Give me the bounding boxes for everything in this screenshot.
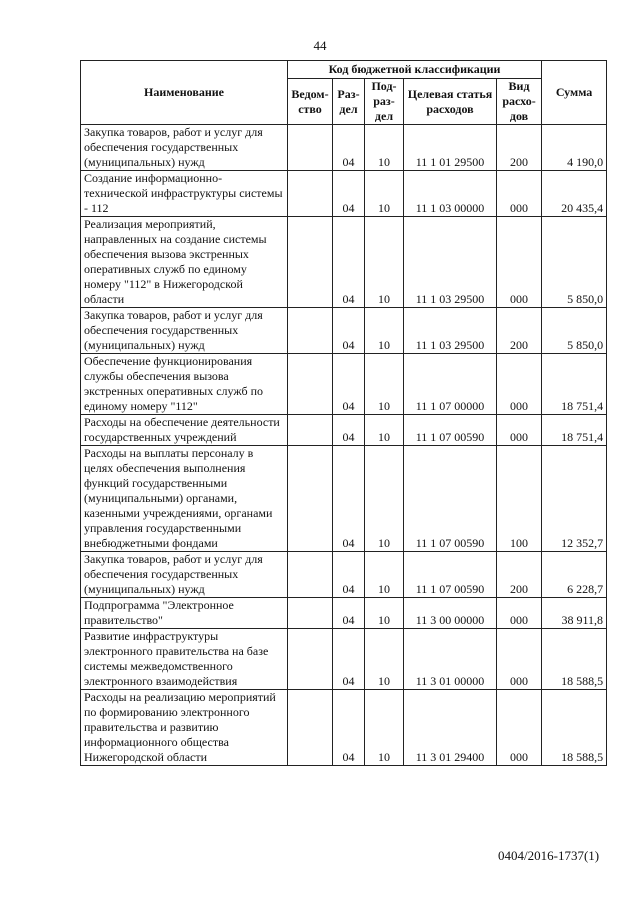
header-celevaya: Целевая статья расходов [404,79,497,125]
cell-name: Расходы на реализацию мероприятий по формированию электронного правительства и развитию информационного общества Нижегородской области [81,690,288,766]
cell-celevaya: 11 3 01 00000 [404,629,497,690]
header-code-group: Код бюджетной классификации [288,61,542,79]
cell-vid: 200 [497,552,542,598]
cell-ved [288,446,333,552]
cell-razdel: 04 [333,125,365,171]
table-row [81,552,607,598]
header-vid: Вид расхо-дов [497,79,542,125]
cell-summa: 18 588,5 [542,629,607,690]
header-razdel: Раз-дел [333,79,365,125]
header-summa: Сумма [542,61,607,125]
cell-razdel: 04 [333,171,365,217]
cell-name: Обеспечение функционирования службы обеспечения вызова экстренных оперативных служб по единому номеру "112" [81,354,288,415]
cell-razdel: 04 [333,446,365,552]
cell-podrazdel: 10 [365,415,404,446]
cell-ved [288,598,333,629]
cell-ved [288,690,333,766]
cell-razdel: 04 [333,217,365,308]
header-name: Наименование [81,61,288,125]
cell-ved [288,125,333,171]
cell-podrazdel: 10 [365,354,404,415]
cell-summa: 6 228,7 [542,552,607,598]
cell-name: Подпрограмма "Электронное правительство" [81,598,288,629]
table-row [81,690,607,766]
cell-name: Развитие инфраструктуры электронного правительства на базе системы межведомственного электронного взаимодействия [81,629,288,690]
table-row [81,598,607,629]
cell-name: Расходы на обеспечение деятельности государственных учреждений [81,415,288,446]
cell-celevaya: 11 1 07 00590 [404,446,497,552]
cell-razdel: 04 [333,690,365,766]
table-row [81,125,607,171]
cell-ved [288,354,333,415]
cell-razdel: 04 [333,354,365,415]
table-row [81,217,607,308]
table-row [81,415,607,446]
cell-summa: 38 911,8 [542,598,607,629]
cell-podrazdel: 10 [365,308,404,354]
cell-vid: 000 [497,217,542,308]
budget-table [80,60,607,766]
table-row [81,354,607,415]
document-code: 0404/2016-1737(1) [498,848,600,863]
cell-podrazdel: 10 [365,217,404,308]
cell-summa: 12 352,7 [542,446,607,552]
cell-ved [288,415,333,446]
header-podrazdel: Под-раз-дел [365,79,404,125]
cell-ved [288,629,333,690]
cell-celevaya: 11 1 07 00590 [404,552,497,598]
cell-ved [288,171,333,217]
cell-name: Закупка товаров, работ и услуг для обеспечения государственных (муниципальных) нужд [81,552,288,598]
cell-vid: 000 [497,690,542,766]
cell-summa: 5 850,0 [542,308,607,354]
cell-razdel: 04 [333,415,365,446]
cell-name: Реализация мероприятий, направленных на создание системы обеспечения вызова экстренных оперативных служб по единому номеру "112" в Нижегородской области [81,217,288,308]
cell-podrazdel: 10 [365,125,404,171]
cell-podrazdel: 10 [365,552,404,598]
cell-name: Создание информационно-технической инфраструктуры системы - 112 [81,171,288,217]
cell-razdel: 04 [333,598,365,629]
cell-celevaya: 11 1 03 29500 [404,308,497,354]
cell-vid: 200 [497,125,542,171]
cell-podrazdel: 10 [365,629,404,690]
cell-vid: 000 [497,415,542,446]
cell-celevaya: 11 1 01 29500 [404,125,497,171]
cell-celevaya: 11 1 07 00590 [404,415,497,446]
cell-razdel: 04 [333,308,365,354]
cell-name: Закупка товаров, работ и услуг для обеспечения государственных (муниципальных) нужд [81,308,288,354]
cell-vid: 100 [497,446,542,552]
cell-vid: 200 [497,308,542,354]
cell-ved [288,308,333,354]
cell-celevaya: 11 3 00 00000 [404,598,497,629]
cell-summa: 18 751,4 [542,354,607,415]
cell-celevaya: 11 1 07 00000 [404,354,497,415]
cell-podrazdel: 10 [365,598,404,629]
header-vedomstvo: Ведом-ство [288,79,333,125]
cell-name: Закупка товаров, работ и услуг для обеспечения государственных (муниципальных) нужд [81,125,288,171]
cell-ved [288,552,333,598]
cell-summa: 18 751,4 [542,415,607,446]
cell-vid: 000 [497,171,542,217]
cell-vid: 000 [497,354,542,415]
table-row [81,308,607,354]
cell-vid: 000 [497,598,542,629]
cell-razdel: 04 [333,552,365,598]
cell-podrazdel: 10 [365,446,404,552]
cell-razdel: 04 [333,629,365,690]
cell-summa: 5 850,0 [542,217,607,308]
cell-celevaya: 11 1 03 29500 [404,217,497,308]
cell-podrazdel: 10 [365,690,404,766]
table-row [81,446,607,552]
cell-summa: 20 435,4 [542,171,607,217]
cell-summa: 18 588,5 [542,690,607,766]
cell-ved [288,217,333,308]
cell-vid: 000 [497,629,542,690]
cell-celevaya: 11 3 01 29400 [404,690,497,766]
cell-celevaya: 11 1 03 00000 [404,171,497,217]
cell-podrazdel: 10 [365,171,404,217]
table-row [81,629,607,690]
cell-name: Расходы на выплаты персоналу в целях обеспечения выполнения функций государственными (муниципальными) органами, казенными учреждениями, органами управления государственными внебюджетными фондами [81,446,288,552]
cell-summa: 4 190,0 [542,125,607,171]
page-number: 44 [313,38,327,53]
table-row [81,171,607,217]
